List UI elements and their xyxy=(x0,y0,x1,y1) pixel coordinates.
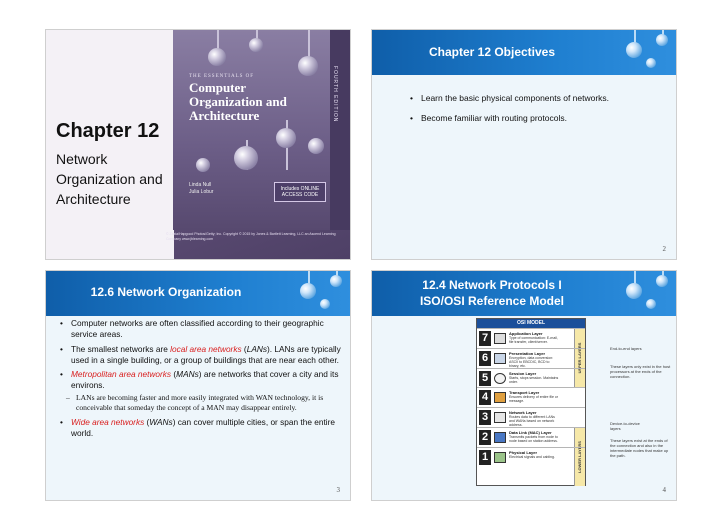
book-edition: FOURTH EDITION xyxy=(332,66,338,123)
orb-image xyxy=(308,138,324,154)
layer-name: Physical Layer xyxy=(509,449,538,455)
slide-2-objectives xyxy=(371,29,677,260)
slide-header xyxy=(46,271,351,316)
abbr-wan: WANs xyxy=(149,416,173,427)
orb-image xyxy=(330,275,342,287)
abbr-man: MANs xyxy=(176,369,199,380)
content-list xyxy=(60,318,346,439)
text: ( xyxy=(241,343,247,354)
physical-icon xyxy=(494,452,506,463)
slide-header xyxy=(372,271,677,316)
layer-desc: Transmits packets from node to node based on station address. xyxy=(509,434,558,443)
slide-4-osi-model xyxy=(371,270,677,501)
text: ) are networks that cover a city and its environs. xyxy=(71,369,339,391)
layer-name: Network Layer xyxy=(509,410,537,416)
objective-item: • Learn the basic physical components of networks. xyxy=(410,93,672,103)
text: ( xyxy=(171,369,177,380)
author-1: Linda Null xyxy=(189,182,212,188)
orb-image xyxy=(249,38,263,52)
term-man: Metropolitan area networks xyxy=(71,369,172,380)
orb-image xyxy=(298,56,318,76)
layer-name: Presentation Layer xyxy=(509,350,546,356)
online-access-badge: Includes ONLINE ACCESS CODE xyxy=(274,182,326,202)
layer-number: 3 xyxy=(479,410,491,425)
osi-header: OSI MODEL xyxy=(477,319,585,328)
orb-image xyxy=(300,283,316,299)
presentation-icon xyxy=(494,353,506,364)
session-icon xyxy=(494,373,506,384)
layer-desc: Starts, stops session. Maintains order. xyxy=(509,375,559,384)
transport-icon xyxy=(494,392,506,403)
book-spine xyxy=(330,30,351,230)
bullet-item xyxy=(60,417,346,440)
osi-layer-3 xyxy=(477,407,585,427)
page-number: 3 xyxy=(336,486,340,494)
osi-layer-6 xyxy=(477,348,585,368)
note-device: Device-to-device layers xyxy=(610,421,640,431)
book-authors xyxy=(189,182,213,196)
layer-name: Transport Layer xyxy=(509,390,540,396)
osi-layer-2 xyxy=(477,427,585,447)
osi-layer-5 xyxy=(477,368,585,388)
orb-image xyxy=(626,42,642,58)
term-wan: Wide area networks xyxy=(71,416,145,427)
layer-number: 6 xyxy=(479,351,491,366)
slide-title xyxy=(372,277,612,309)
orb-image xyxy=(646,299,656,309)
bullet-item xyxy=(60,344,346,367)
text: ( xyxy=(144,416,150,427)
layer-desc: Ensures delivery of entire file or message. xyxy=(509,395,559,404)
network-icon xyxy=(494,412,506,423)
layer-name: Session Layer xyxy=(509,370,537,376)
orb-image xyxy=(656,34,668,46)
abbr-lan: LANs xyxy=(246,343,267,354)
data-link-icon xyxy=(494,432,506,443)
layer-desc: Routes data to different LANs and WANs based on network address. xyxy=(509,415,555,428)
osi-layer-4 xyxy=(477,387,585,407)
page-number: 2 xyxy=(662,245,666,253)
slide-header xyxy=(372,30,677,75)
title-panel xyxy=(46,30,174,260)
chapter-subtitle: Network Organization and Architecture xyxy=(56,151,163,207)
title-line: 12.4 Network Protocols I xyxy=(422,278,562,292)
term-lan: local area networks xyxy=(170,343,242,354)
orb-image xyxy=(646,58,656,68)
bullet-item xyxy=(60,369,346,392)
orb-image xyxy=(196,158,210,172)
objectives-list xyxy=(410,93,672,123)
osi-layer-1 xyxy=(477,447,585,467)
layer-number: 1 xyxy=(479,450,491,465)
slide-title: 12.6 Network Organization xyxy=(90,285,242,299)
layer-number: 4 xyxy=(479,390,491,405)
text: ). LANs are typically used in a single building, or a group of buildings that are near each other. xyxy=(71,343,341,365)
bullet-item: • Computer networks are often classified according to their geographic service areas. xyxy=(60,318,346,341)
orb-image xyxy=(208,48,226,66)
book-series: THE ESSENTIALS OF xyxy=(189,74,255,79)
layer-desc: Encryption, data conversion: ASCII to EBCDIC, BCD to binary, etc. xyxy=(509,355,554,368)
chapter-heading: Chapter 12 xyxy=(56,120,160,142)
orb-image xyxy=(626,283,642,299)
note-hosts: These layers only exist in the host processors at the ends of the connection. xyxy=(610,364,671,379)
note-nodes: These layers exist at the ends of the connection and also in the intermediate nodes that make up the path. xyxy=(610,438,669,458)
orb-image xyxy=(234,146,258,170)
layer-number: 5 xyxy=(479,371,491,386)
sub-bullet-item: – LANs are becoming faster and more easily integrated with WAN technology, it is conceivable that someday the concept of a MAN may disappear entirely. xyxy=(60,393,346,414)
orb-image xyxy=(656,275,668,287)
slide-title: Chapter 12 Objectives xyxy=(428,45,556,59)
application-icon xyxy=(494,333,506,344)
text: The smallest networks are xyxy=(71,343,171,354)
objective-item: • Become familiar with routing protocols. xyxy=(410,113,672,123)
orb-image xyxy=(320,299,330,309)
text: ) can cover multiple cities, or span the entire world. xyxy=(71,416,336,439)
slide-1-title xyxy=(45,29,351,260)
osi-layer-7 xyxy=(477,328,585,348)
layer-name: Data Link (MAC) Layer xyxy=(509,429,552,435)
layer-number: 7 xyxy=(479,331,491,346)
author-2: Julia Lobur xyxy=(189,189,214,195)
note-end-to-end: End-to-end layers xyxy=(610,346,642,351)
copyright-credit: © Zaxia/Hapgood Photos/Getty; Inc. Copyright © 2015 by Jones & Bartlett Learning, LLC an Ascend Learning Company www.jblearning.com xyxy=(166,232,336,241)
orb-image xyxy=(276,128,296,148)
layer-desc: Type of communication: E-mail, file transfer, client/server. xyxy=(509,336,558,344)
slide-3-network-organization xyxy=(45,270,351,501)
layer-name: Application Layer xyxy=(509,331,543,336)
band-label: UPPER LAYERS xyxy=(577,342,582,374)
band-label: LOWER LAYERS xyxy=(577,440,582,473)
layer-desc: Electrical signals and cabling. xyxy=(509,454,555,459)
layer-number: 2 xyxy=(479,430,491,445)
book-title: Computer Organization and Architecture xyxy=(189,80,287,123)
osi-model-diagram xyxy=(476,318,586,486)
page-number: 4 xyxy=(662,486,666,494)
title-line: ISO/OSI Reference Model xyxy=(419,294,565,308)
